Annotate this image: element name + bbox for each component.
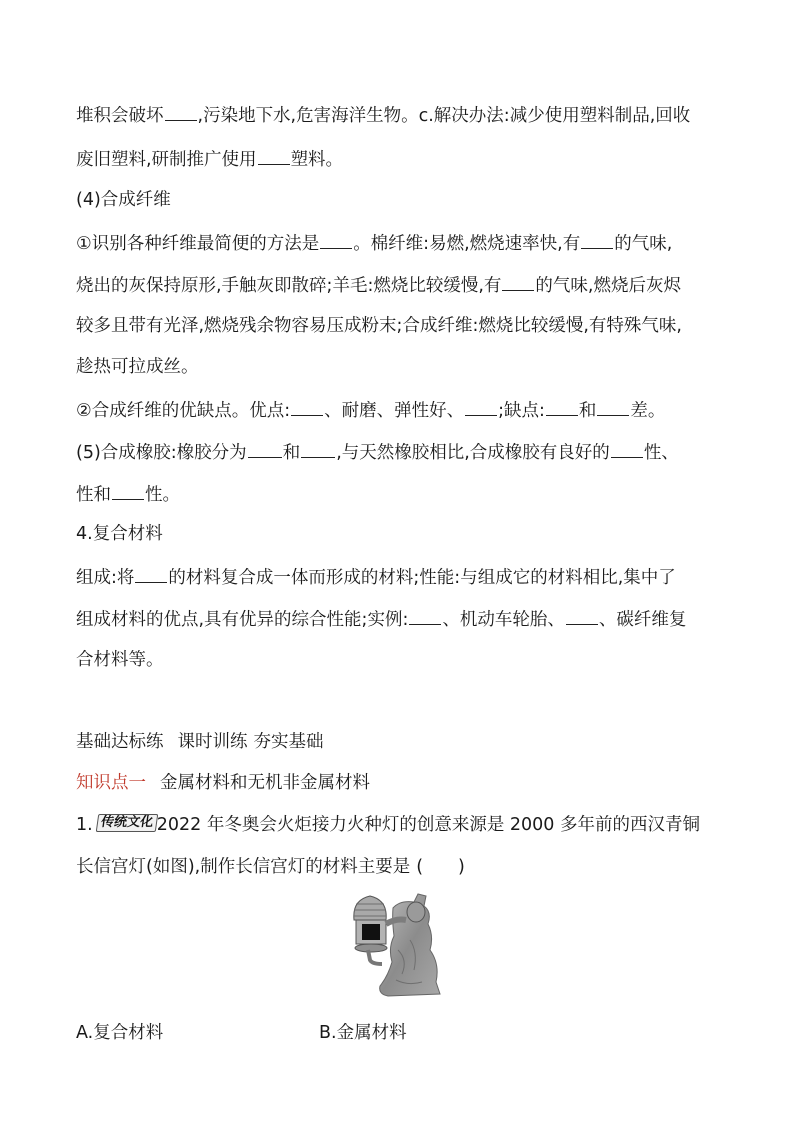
- question-number: 1.: [76, 815, 93, 835]
- answer-blank[interactable]: [301, 440, 335, 458]
- section-title: 基础达标练: [76, 732, 164, 752]
- text-run: 、耐磨、弹性好、: [324, 401, 465, 421]
- option-a[interactable]: A.复合材料: [76, 1023, 164, 1043]
- text-run: 的气味,: [614, 234, 673, 254]
- text-run: 组成材料的优点,具有优异的综合性能;实例:: [76, 610, 409, 630]
- answer-blank[interactable]: [465, 398, 497, 416]
- answer-blank[interactable]: [581, 231, 613, 249]
- text-run: 的气味,燃烧后灰烬: [535, 276, 681, 296]
- text-run: ②合成纤维的优缺点。优点:: [76, 401, 291, 421]
- changxin-palace-lamp-image: [348, 890, 444, 1000]
- answer-blank[interactable]: [611, 440, 643, 458]
- text-line: [76, 565, 676, 589]
- text-line: [76, 482, 180, 506]
- answer-blank[interactable]: [320, 231, 352, 249]
- text-line: [76, 398, 665, 422]
- traditional-culture-tag: 传统文化: [95, 814, 158, 832]
- answer-options: [76, 1022, 407, 1044]
- text-run: 和: [282, 443, 301, 463]
- answer-blank[interactable]: [165, 103, 197, 121]
- answer-blank[interactable]: [546, 398, 578, 416]
- answer-blank[interactable]: [566, 607, 598, 625]
- answer-paren[interactable]: ( ): [416, 857, 465, 877]
- text-run: (5)合成橡胶:橡胶分为: [76, 443, 247, 463]
- text-run: 、机动车轮胎、: [442, 610, 565, 630]
- text-line: 较多且带有光泽,燃烧残余物容易压成粉末;合成纤维:燃烧比较缓慢,有特殊气味,: [76, 316, 682, 336]
- text-run: 废旧塑料,研制推广使用: [76, 150, 257, 170]
- knowledge-point-title: 金属材料和无机非金属材料: [160, 773, 370, 793]
- question-line: [76, 814, 700, 836]
- text-line: [76, 440, 679, 464]
- text-line: [76, 231, 672, 255]
- answer-blank[interactable]: [597, 398, 629, 416]
- text-run: 堆积会破坏: [76, 106, 164, 126]
- answer-blank[interactable]: [248, 440, 282, 458]
- answer-blank[interactable]: [258, 147, 290, 165]
- text-run: 的材料复合成一体而形成的材料;性能:与组成它的材料相比,集中了: [168, 568, 676, 588]
- text-run: ;缺点:: [498, 401, 545, 421]
- heading-composite-materials: 4.复合材料: [76, 524, 163, 544]
- question-line: [76, 856, 465, 878]
- section-heading: [76, 731, 324, 753]
- text-line: 合材料等。: [76, 650, 164, 670]
- text-run: 、碳纤维复: [598, 610, 687, 630]
- option-b[interactable]: B.金属材料: [319, 1023, 407, 1043]
- text-run: 。棉纤维:易燃,燃烧速率快,有: [353, 234, 581, 254]
- answer-blank[interactable]: [291, 398, 323, 416]
- answer-blank[interactable]: [135, 565, 167, 583]
- text-run: ①识别各种纤维最简便的方法是: [76, 234, 320, 254]
- text-run: 性、: [643, 443, 679, 463]
- answer-blank[interactable]: [502, 273, 534, 291]
- answer-blank[interactable]: [112, 482, 144, 500]
- text-line: [76, 273, 681, 297]
- question-text: 2022 年冬奥会火炬接力火种灯的创意来源是 2000 多年前的西汉青铜: [156, 815, 700, 835]
- text-run: ,与天然橡胶相比,合成橡胶有良好的: [336, 443, 610, 463]
- question-text: 长信宫灯(如图),制作长信宫灯的材料主要是: [76, 857, 411, 877]
- text-line: [76, 103, 690, 127]
- answer-blank[interactable]: [409, 607, 441, 625]
- text-run: 烧出的灰保持原形,手触灰即散碎;羊毛:燃烧比较缓慢,有: [76, 276, 502, 296]
- section-subtitle: 课时训练: [177, 732, 248, 752]
- text-run: 性和: [76, 485, 111, 505]
- subheading-synthetic-fiber: (4)合成纤维: [76, 190, 171, 210]
- text-line: [76, 607, 686, 631]
- knowledge-point-label: 知识点一: [76, 773, 146, 793]
- text-line: 趁热可拉成丝。: [76, 357, 199, 377]
- text-run: 性。: [145, 485, 180, 505]
- text-run: 塑料。: [290, 150, 344, 170]
- text-run: 差。: [630, 401, 666, 421]
- text-run: ,污染地下水,危害海洋生物。c.解决办法:减少使用塑料制品,回收: [197, 106, 691, 126]
- knowledge-point-heading: [76, 772, 370, 794]
- text-line: [76, 147, 343, 171]
- text-run: 和: [578, 401, 597, 421]
- section-subtitle: 夯实基础: [253, 732, 324, 752]
- text-run: 组成:将: [76, 568, 135, 588]
